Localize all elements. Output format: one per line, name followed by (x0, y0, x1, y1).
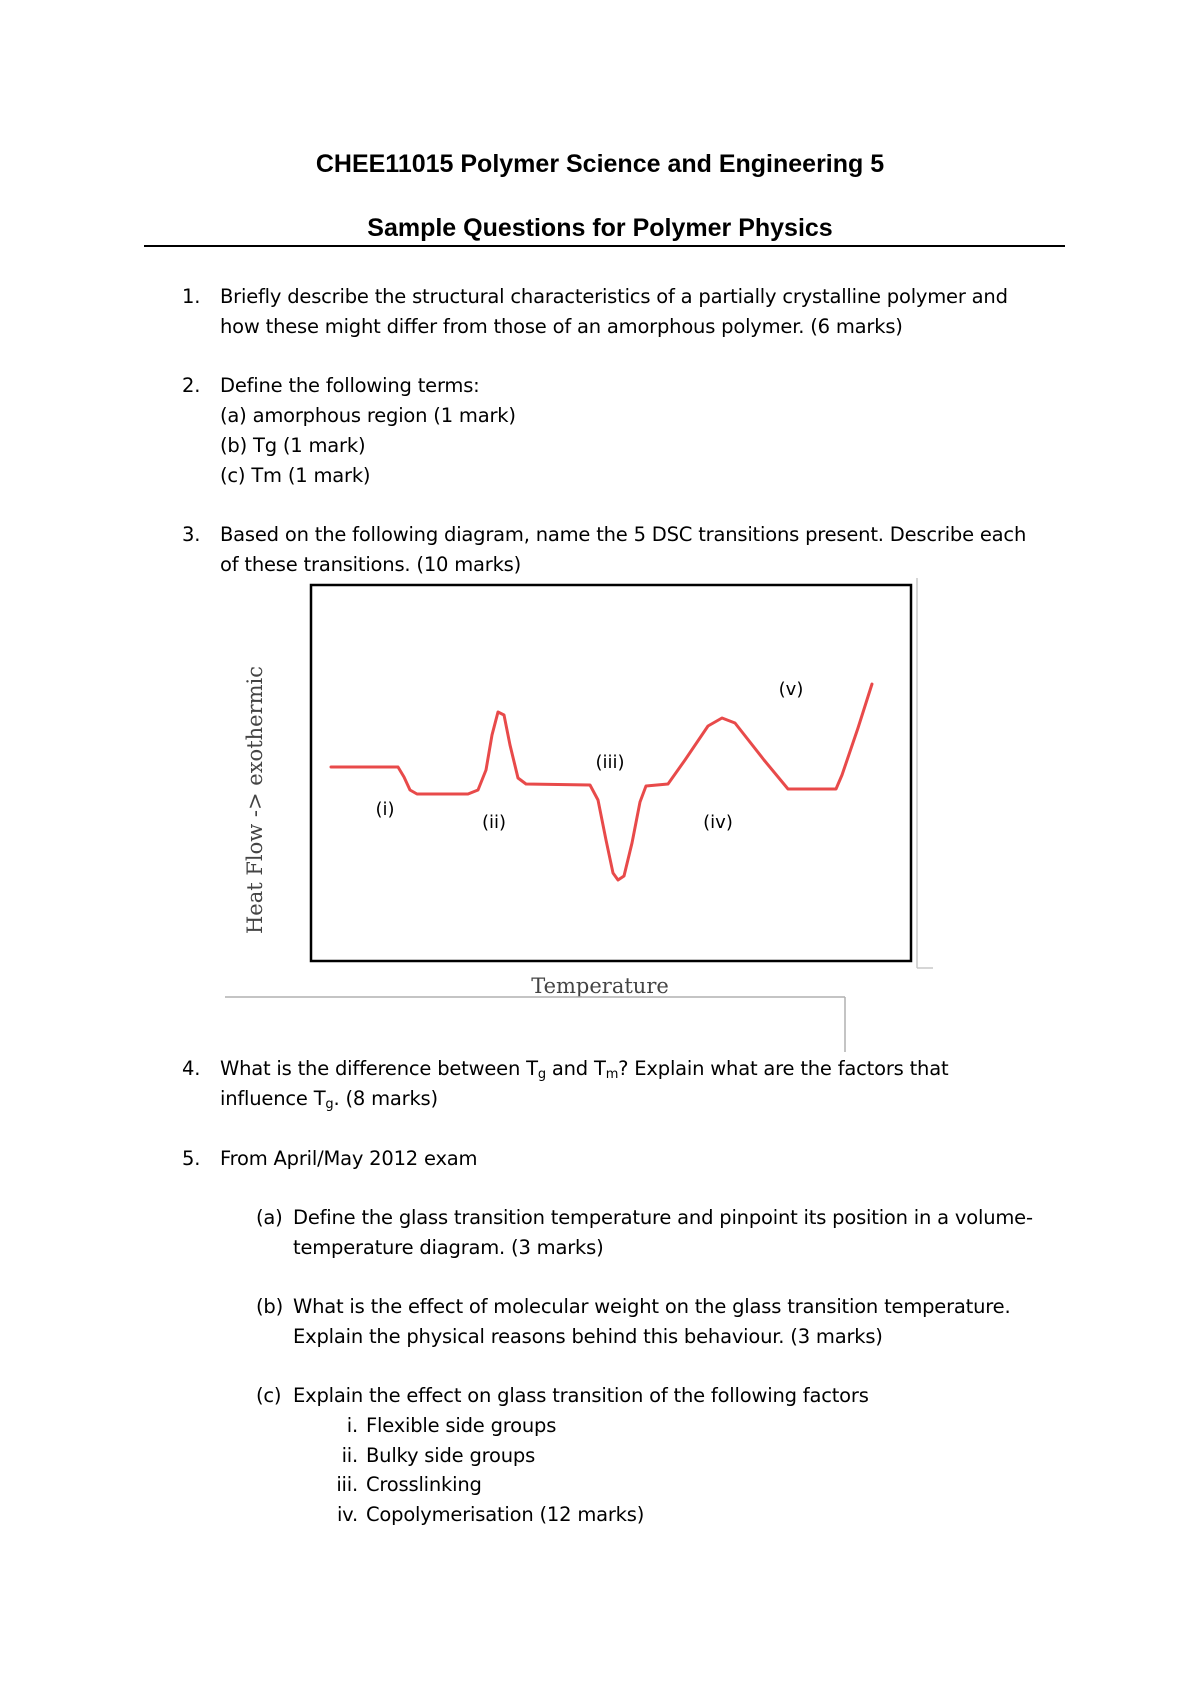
course-title: CHEE11015 Polymer Science and Engineering 5 (315, 150, 885, 178)
question-text-line: (b) Tg (1 mark) (220, 434, 366, 457)
question-4 (0, 1054, 1200, 1124)
question-number: 3. (182, 523, 201, 546)
question-number: 2. (182, 374, 201, 397)
item-numeral: iii. (336, 1473, 358, 1496)
list-item: Copolymerisation (12 marks) (366, 1503, 645, 1526)
part-text-line: temperature diagram. (3 marks) (293, 1236, 604, 1259)
part-text-line: Define the glass transition temperature and pinpoint its position in a volume- (293, 1206, 1033, 1229)
heat-flow-curve (331, 684, 872, 880)
x-axis-label: Temperature (531, 974, 669, 998)
part-text-line: What is the effect of molecular weight on the glass transition temperature. (293, 1295, 1011, 1318)
question-number: 1. (182, 285, 201, 308)
item-numeral: i. (346, 1414, 358, 1437)
question-5 (0, 1144, 1200, 1544)
question-number: 4. (182, 1057, 201, 1080)
list-item: Flexible side groups (366, 1414, 557, 1437)
question-text-line: Define the following terms: (220, 374, 480, 397)
transition-label-iv: (iv) (703, 812, 733, 833)
question-text-line: (c) Tm (1 mark) (220, 464, 371, 487)
list-item: Crosslinking (366, 1473, 482, 1496)
list-item: Bulky side groups (366, 1444, 536, 1467)
transition-label-i: (i) (375, 799, 395, 820)
item-numeral: iv. (336, 1503, 358, 1526)
transition-label-iii: (iii) (595, 752, 625, 773)
question-intro: From April/May 2012 exam (220, 1147, 478, 1170)
question-number: 5. (182, 1147, 201, 1170)
part-letter: (a) (256, 1206, 283, 1229)
question-text-line: Based on the following diagram, name the 5 DSC transitions present. Describe each (220, 523, 1027, 546)
question-text-line: What is the difference between $T_g$ and $T_m$? Explain what are the factors that (220, 1057, 949, 1082)
transition-label-v: (v) (778, 679, 804, 700)
question-text-line: how these might differ from those of an amorphous polymer. (6 marks) (220, 315, 903, 338)
y-axis-label: Heat Flow -> exothermic (243, 665, 267, 935)
question-text-line: (a) amorphous region (1 mark) (220, 404, 516, 427)
part-text-line: Explain the physical reasons behind this behaviour. (3 marks) (293, 1325, 883, 1348)
question-text-line: of these transitions. (10 marks) (220, 553, 522, 576)
item-numeral: ii. (341, 1444, 358, 1467)
question-text-line: Briefly describe the structural characteristics of a partially crystalline polymer and (220, 285, 1008, 308)
part-letter: (b) (256, 1295, 283, 1318)
part-letter: (c) (256, 1384, 282, 1407)
transition-label-ii: (ii) (481, 812, 507, 833)
question-text-line: influence $T_g$. (8 marks) (220, 1087, 438, 1112)
page-subtitle: Sample Questions for Polymer Physics (367, 214, 833, 242)
part-text-line: Explain the effect on glass transition of the following factors (293, 1384, 869, 1407)
